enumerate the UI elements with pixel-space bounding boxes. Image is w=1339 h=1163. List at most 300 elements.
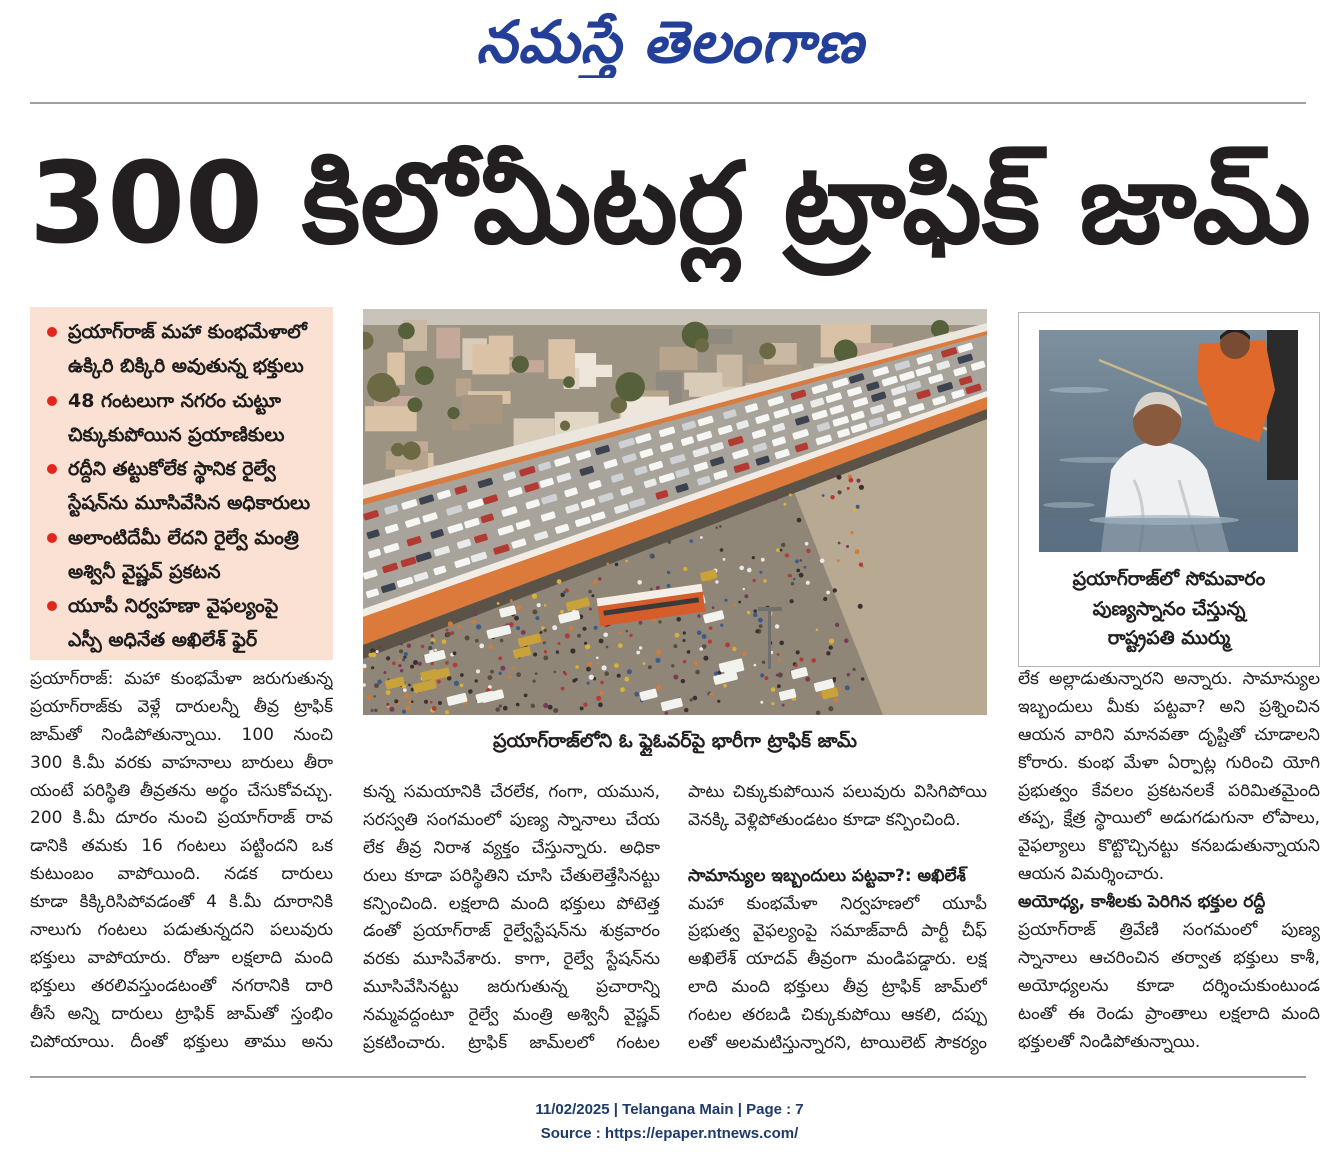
crowd-person [474, 613, 477, 616]
crowd-person [639, 621, 643, 625]
crowd-person [453, 663, 458, 668]
crowd-person [759, 571, 762, 574]
crowd-person [838, 542, 841, 545]
highlight-line: రద్దీని తట్టుకోలేక స్థానిక రైల్వే [68, 458, 276, 480]
article-line: తప్ప, క్షేత్ర స్థాయిలో అడుగడుగునా లోపాలు, [1018, 808, 1320, 829]
crowd-person [371, 666, 374, 669]
crowd-person [490, 670, 494, 674]
highlight-line: యూపీ నిర్వహణా వైఫల్యంపై [68, 595, 279, 617]
building [660, 347, 698, 370]
crowd-person [747, 568, 752, 573]
crowd-person [830, 495, 834, 499]
crowd-person [448, 621, 453, 626]
article-line: 200 కి.మీ దూరం నుంచి ప్రయాగ్‌రాజ్ రావ [30, 808, 333, 829]
crowd-person [428, 646, 432, 650]
rescuer-dark [1267, 330, 1298, 480]
crowd-person [618, 631, 621, 634]
crowd-person [599, 691, 603, 695]
crowd-person [699, 647, 703, 651]
crowd-person [668, 540, 672, 544]
crowd-person [833, 698, 838, 703]
crowd-person [378, 645, 382, 649]
crowd-person [548, 705, 553, 710]
crowd-person [789, 494, 792, 497]
building [684, 373, 722, 390]
crowd-person [558, 642, 561, 645]
crowd-person [577, 634, 581, 638]
crowd-person [720, 624, 723, 627]
crowd-person [830, 475, 833, 478]
crowd-person [431, 634, 434, 637]
source-link[interactable]: Source : https://epaper.ntnews.com/ [540, 1125, 799, 1142]
crowd-person [371, 709, 374, 712]
tree [695, 338, 709, 352]
crowd-person [780, 549, 783, 552]
crowd-person [758, 618, 763, 623]
crowd-person [637, 580, 642, 585]
building [548, 339, 575, 379]
crowd-person [700, 536, 703, 539]
crowd-person [445, 661, 449, 665]
crowd-person [853, 508, 857, 512]
crowd-person [761, 558, 765, 562]
crowd-person [764, 676, 768, 680]
crowd-person [802, 486, 806, 490]
crowd-person [499, 704, 502, 707]
crowd-person [715, 527, 717, 529]
crowd-person [702, 634, 707, 639]
crowd-person [723, 684, 727, 688]
crowd-person [446, 632, 451, 637]
masthead-logo: నమస్తే తెలంగాణ [476, 8, 864, 76]
highlight-line: స్టేషన్‌ను మూసివేసిన అధికారులు [68, 492, 311, 514]
flyover-traffic-image [363, 309, 987, 715]
crowd-person [600, 681, 604, 685]
crowd-person [543, 656, 548, 661]
crowd-person [479, 644, 484, 649]
crowd-person [683, 567, 687, 571]
crowd-person [823, 597, 827, 601]
crowd-person [755, 629, 759, 633]
crowd-person [715, 580, 718, 583]
crowd-person [617, 674, 621, 678]
crowd-person [673, 675, 678, 680]
article-line: ప్రయాగ్‌రాజ్ త్రివేణి సంగమంలో పుణ్య [1018, 920, 1320, 941]
article-line: కూడా కిక్కిరిసిపోవడంతో 4 కి.మీ దూరానికి [30, 892, 333, 913]
crowd-person [453, 651, 457, 655]
crowd-person [543, 703, 548, 708]
article-line: రులు కూడా పరిస్థితిని చూసి చేతులెత్తేసినట్టు [363, 865, 660, 886]
side-photo-caption-line: పుణ్యస్నానం చేస్తున్న [1092, 598, 1246, 620]
crowd-person [544, 650, 547, 653]
article-line: వైఫల్యాలు కొట్టొచ్చినట్టు కనబడుతున్నాయని [1018, 836, 1320, 857]
crowd-person [656, 586, 660, 590]
article-line: ఇబ్బందులు మీకు పట్టవా? అని ప్రశ్నించిన [1018, 696, 1320, 717]
article-line: చిపోయాయి. దీంతో భక్తులు తాము అను [30, 1031, 333, 1052]
article-line: 300 కి.మీ వరకు వాహనాలు బారులు తీరా [30, 752, 333, 773]
crowd-person [403, 688, 407, 692]
crowd-person [759, 624, 763, 628]
crowd-person [418, 662, 422, 666]
crowd-person [762, 661, 765, 664]
crowd-person [861, 677, 865, 681]
crowd-person [709, 626, 713, 630]
building [365, 406, 417, 431]
crowd-person [517, 605, 522, 610]
crowd-person [589, 663, 593, 667]
crowd-person [537, 603, 541, 607]
crowd-person [432, 706, 437, 711]
crowd-person [693, 696, 698, 701]
headline: 300 కిలోమీటర్ల ట్రాఫిక్ జామ్ [29, 139, 1311, 269]
article-line: నాలుగు గంటలు పడుతున్నదని పలువురు [30, 920, 333, 941]
article-line: మూసివేసినట్టు జరుగుతున్న ప్రచారాన్ని [363, 977, 660, 998]
crowd-person [816, 629, 819, 632]
crowd-person [829, 639, 834, 644]
crowd-person [816, 711, 821, 716]
crowd-person [785, 553, 789, 557]
crowd-person [602, 665, 607, 670]
crowd-person [398, 659, 401, 662]
crowd-person [553, 708, 558, 713]
crowd-person [673, 644, 677, 648]
crowd-person [516, 626, 520, 630]
crowd-person [776, 548, 780, 552]
crowd-person [845, 685, 850, 690]
crowd-person [829, 645, 833, 649]
tree [560, 421, 570, 431]
crowd-person [410, 665, 414, 669]
crowd-person [368, 653, 372, 657]
article-line: స్నానాలు ఆచరించిన తర్వాత భక్తులు కాశీ, [1018, 947, 1320, 968]
crowd-person [386, 703, 389, 706]
tree [408, 398, 423, 413]
tree [388, 386, 400, 398]
crowd-person [589, 608, 592, 611]
crowd-person [846, 545, 849, 548]
crowd-person [806, 549, 810, 553]
article-line: భక్తులతో నిండిపోతున్నాయి. [1018, 1031, 1201, 1052]
crowd-person [438, 701, 442, 705]
crowd-person [402, 710, 406, 714]
crowd-person [799, 657, 803, 661]
flyover-traffic-photo [363, 309, 987, 715]
crowd-person [643, 662, 646, 665]
crowd-person [783, 503, 786, 506]
crowd-person [775, 624, 779, 628]
crowd-person [625, 560, 628, 563]
bottom-divider [30, 1076, 1306, 1078]
crowd-person [512, 666, 515, 669]
crowd-person [402, 658, 405, 661]
crowd-person [804, 566, 807, 569]
crowd-person [651, 555, 654, 558]
water-ripple [1089, 515, 1239, 525]
crowd-person [777, 653, 780, 656]
light-pole-arm [758, 607, 782, 611]
crowd-person [665, 711, 669, 715]
crowd-person [588, 590, 592, 594]
crowd-person [594, 626, 598, 630]
crowd-person [598, 702, 603, 707]
article-line: జామ్‌తో నిండిపోతున్నాయి. 100 నుంచి [30, 724, 333, 745]
article-line: ప్రభుత్వం కేవలం ప్రకటనలకే పరిమితమైంది [1018, 780, 1320, 801]
highlight-line: చిక్కుకుపోయిన ప్రయాణికులు [68, 423, 285, 446]
crowd-person [822, 494, 825, 497]
highlight-item [30, 521, 333, 589]
article-line: లతో అలమటిస్తున్నారని, టాయిలెట్ సౌకర్యం [688, 1033, 987, 1054]
crowd-person [833, 588, 837, 592]
crowd-person [683, 660, 686, 663]
crowd-person [392, 662, 396, 666]
crowd-person [837, 475, 842, 480]
highlight-item [30, 452, 333, 520]
crowd-person [498, 656, 502, 660]
highlights-box [30, 307, 333, 660]
crowd-person [516, 672, 521, 677]
crowd-person [584, 642, 587, 645]
article-line: ప్రభుత్వ వైఫల్యంపై సమాజ్‌వాదీ పార్టీ చీఫ్ [688, 921, 987, 942]
crowd-person [460, 684, 464, 688]
crowd-person [697, 614, 701, 618]
crowd-person [723, 558, 726, 561]
crowd-person [447, 676, 452, 681]
crowd-person [799, 573, 804, 578]
crowd-person [377, 680, 382, 685]
crowd-person [476, 669, 480, 673]
crowd-person [790, 599, 794, 603]
crowd-person [858, 604, 863, 609]
crowd-person [636, 651, 640, 655]
crowd-person [837, 559, 840, 562]
article-line: కన్పించింది. లక్షలాది మంది భక్తులు పోటెత్త [363, 893, 660, 914]
crowd-person [472, 620, 477, 625]
crowd-person [620, 687, 625, 692]
crowd-person [671, 664, 674, 667]
crowd-person [859, 485, 864, 490]
article-line: డంతో ప్రయాగ్‌రాజ్ రైల్వేస్టేషన్‌ను శుక్రవారం [363, 921, 660, 942]
crowd-person [656, 658, 661, 663]
crowd-person [855, 549, 860, 554]
crowd-person [404, 694, 409, 699]
crowd-person [844, 638, 849, 643]
crowd-person [570, 648, 575, 653]
tree [415, 366, 434, 385]
crowd-person [799, 559, 802, 562]
president-holy-dip-photo [1039, 330, 1298, 552]
crowd-person [500, 666, 505, 671]
article-line: టంతో ఈ రెండు ప్రాంతాలు లక్షలాది మంది [1018, 1003, 1320, 1024]
crowd-person [495, 707, 500, 712]
bullet-icon [47, 396, 57, 406]
crowd-person [747, 611, 750, 614]
crowd-person [434, 649, 437, 652]
crowd-person [690, 698, 693, 701]
crowd-person [648, 665, 652, 669]
crowd-person [521, 630, 526, 635]
tree [402, 442, 420, 460]
crowd-person [431, 641, 434, 644]
crowd-person [543, 641, 546, 644]
crowd-person [475, 679, 478, 682]
article-line: కోరారు. కుంభ మేళా ఏర్పాట్ల గురించి యోగి [1018, 752, 1320, 773]
crowd-person [752, 556, 755, 559]
crowd-person [754, 664, 757, 667]
article-column-4 [1018, 666, 1320, 1056]
article-line: తీసే అన్ని దారులు ట్రాఫిక్ జామ్‌తో స్తంభిం [30, 1003, 333, 1024]
crowd-person [629, 634, 632, 637]
crowd-person [806, 581, 810, 585]
crowd-person [835, 623, 839, 627]
crowd-person [639, 646, 642, 649]
crowd-person [805, 542, 809, 546]
bullet-icon [47, 601, 57, 611]
main-photo-caption: ప్రయాగ్‌రాజ్‌లోని ఓ ఫ్లైఓవర్‌పై భారీగా ట్రాఫిక్ జామ్ [493, 730, 857, 752]
crowd-person [839, 688, 842, 691]
crowd-person [554, 671, 557, 674]
highlight-line: ఎస్పీ అధినేత అఖిలేశ్ ఫైర్ [68, 629, 258, 651]
crowd-person [575, 665, 579, 669]
crowd-person [498, 672, 501, 675]
crowd-person [503, 706, 508, 711]
crowd-person [805, 677, 810, 682]
crowd-person [856, 479, 860, 483]
crowd-person [717, 700, 720, 703]
crowd-person [400, 642, 403, 645]
crowd-person [658, 620, 661, 623]
crowd-person [445, 710, 449, 714]
crowd-person [367, 695, 371, 699]
sky-haze [363, 309, 987, 325]
crowd-person [589, 675, 594, 680]
crowd-person [386, 690, 391, 695]
crowd-person [532, 594, 537, 599]
crowd-person [656, 685, 661, 690]
crowd-person [739, 566, 744, 571]
crowd-person [719, 525, 722, 528]
article-line: మహా కుంభమేళా నిర్వహణలో యూపీ [688, 893, 987, 914]
crowd-person [667, 584, 671, 588]
crowd-person [833, 677, 836, 680]
article-line: అయోధ్యలను కూడా దర్శించుకుంటుండ [1018, 975, 1320, 996]
crowd-person [411, 700, 414, 703]
crowd-person [826, 591, 830, 595]
crowd-person [500, 639, 504, 643]
article-line: లేక తీవ్ర నిరాశ వ్యక్తం చేస్తున్నారు. అధికా [363, 837, 660, 858]
crowd-person [383, 671, 386, 674]
tree [616, 372, 645, 401]
crowd-person [743, 588, 745, 590]
highlight-line: 48 గంటలుగా నగరం చుట్టూ [68, 389, 281, 412]
crowd-person [634, 692, 639, 697]
crowd-person [828, 706, 833, 711]
crowd-person [742, 652, 746, 656]
crowd-person [779, 641, 784, 646]
crowd-person [763, 579, 767, 583]
crowd-person [774, 497, 778, 501]
crowd-person [667, 571, 670, 574]
crowd-person [563, 671, 566, 674]
crowd-person [587, 682, 590, 685]
crowd-person [372, 650, 375, 653]
side-photo-box [1018, 312, 1320, 667]
crowd-person [540, 631, 543, 634]
edition-info: 11/02/2025 | Telangana Main | Page : 7 [535, 1101, 804, 1118]
crowd-person [374, 695, 376, 697]
article-line: వెనక్కి వెళ్లిపోతుండటం కూడా కన్పించింది. [688, 809, 961, 830]
highlight-line: అలాంటిదేమీ లేదని రైల్వే మంత్రి [68, 526, 299, 549]
crowd-person [604, 671, 609, 676]
crowd-person [552, 625, 557, 630]
article-line: సరస్వతి సంగమంలో పుణ్య స్నానాలు చేయ [363, 809, 660, 830]
crowd-person [796, 569, 800, 573]
crowd-person [794, 664, 797, 667]
tree [447, 407, 459, 419]
article-line: అఖిలేశ్ యాదవ్ తీవ్రంగా మండిపడ్డారు. లక్ష [688, 949, 987, 970]
paragraph-gap [688, 835, 987, 863]
crowd-person [820, 559, 825, 564]
crowd-person [626, 630, 629, 633]
crowd-person [596, 696, 601, 701]
article-subhead: అయోధ్య, కాశీలకు పెరిగిన భక్తుల రద్దీ [1018, 892, 1266, 913]
crowd-person [681, 679, 685, 683]
crowd-person [565, 589, 569, 593]
crowd-person [695, 670, 700, 675]
crowd-person [565, 633, 570, 638]
highlight-item [30, 315, 333, 383]
tree [391, 443, 404, 456]
crowd-person [754, 609, 757, 612]
crowd-person [531, 704, 535, 708]
crowd-person [596, 657, 599, 660]
bullet-icon [47, 464, 57, 474]
crowd-person [618, 643, 623, 648]
crowd-person [582, 627, 586, 631]
article-line: పాటు చిక్కుకుపోయిన పలువురు విసిగిపోయి [688, 782, 987, 802]
crowd-person [413, 660, 418, 665]
highlight-item [30, 384, 333, 452]
crowd-person [708, 640, 712, 644]
water-reflection [1043, 502, 1095, 508]
crowd-person [793, 578, 796, 581]
crowd-person [508, 676, 511, 679]
article-column-2 [363, 779, 660, 1058]
crowd-person [386, 656, 390, 660]
crowd-person [450, 631, 454, 635]
crowd-person [598, 577, 601, 580]
crowd-person [560, 610, 564, 614]
crowd-person [400, 669, 403, 672]
crowd-person [614, 663, 619, 668]
article-line: ప్రయాగ్‌రాజ్: మహా కుంభమేళా జరుగుతున్న [30, 669, 333, 689]
crowd-person [457, 625, 460, 628]
crowd-person [683, 639, 686, 642]
crowd-person [465, 636, 470, 641]
crowd-person [524, 694, 528, 698]
crowd-person [676, 617, 681, 622]
crowd-person [408, 684, 411, 687]
tree [759, 343, 776, 360]
highlight-line: ప్రయాగ్‌రాజ్ మహా కుంభమేళాలో [68, 321, 307, 343]
crowd-person [732, 647, 736, 651]
water-reflection [1049, 387, 1109, 393]
crowd-person [376, 650, 379, 653]
article-line: యంటే పరిస్థితి తీవ్రతను అర్థం చేసుకోవచ్చు. [30, 780, 333, 801]
crowd-person [398, 664, 401, 667]
building [436, 328, 460, 359]
crowd-person [684, 708, 688, 712]
crowd-person [782, 704, 785, 707]
